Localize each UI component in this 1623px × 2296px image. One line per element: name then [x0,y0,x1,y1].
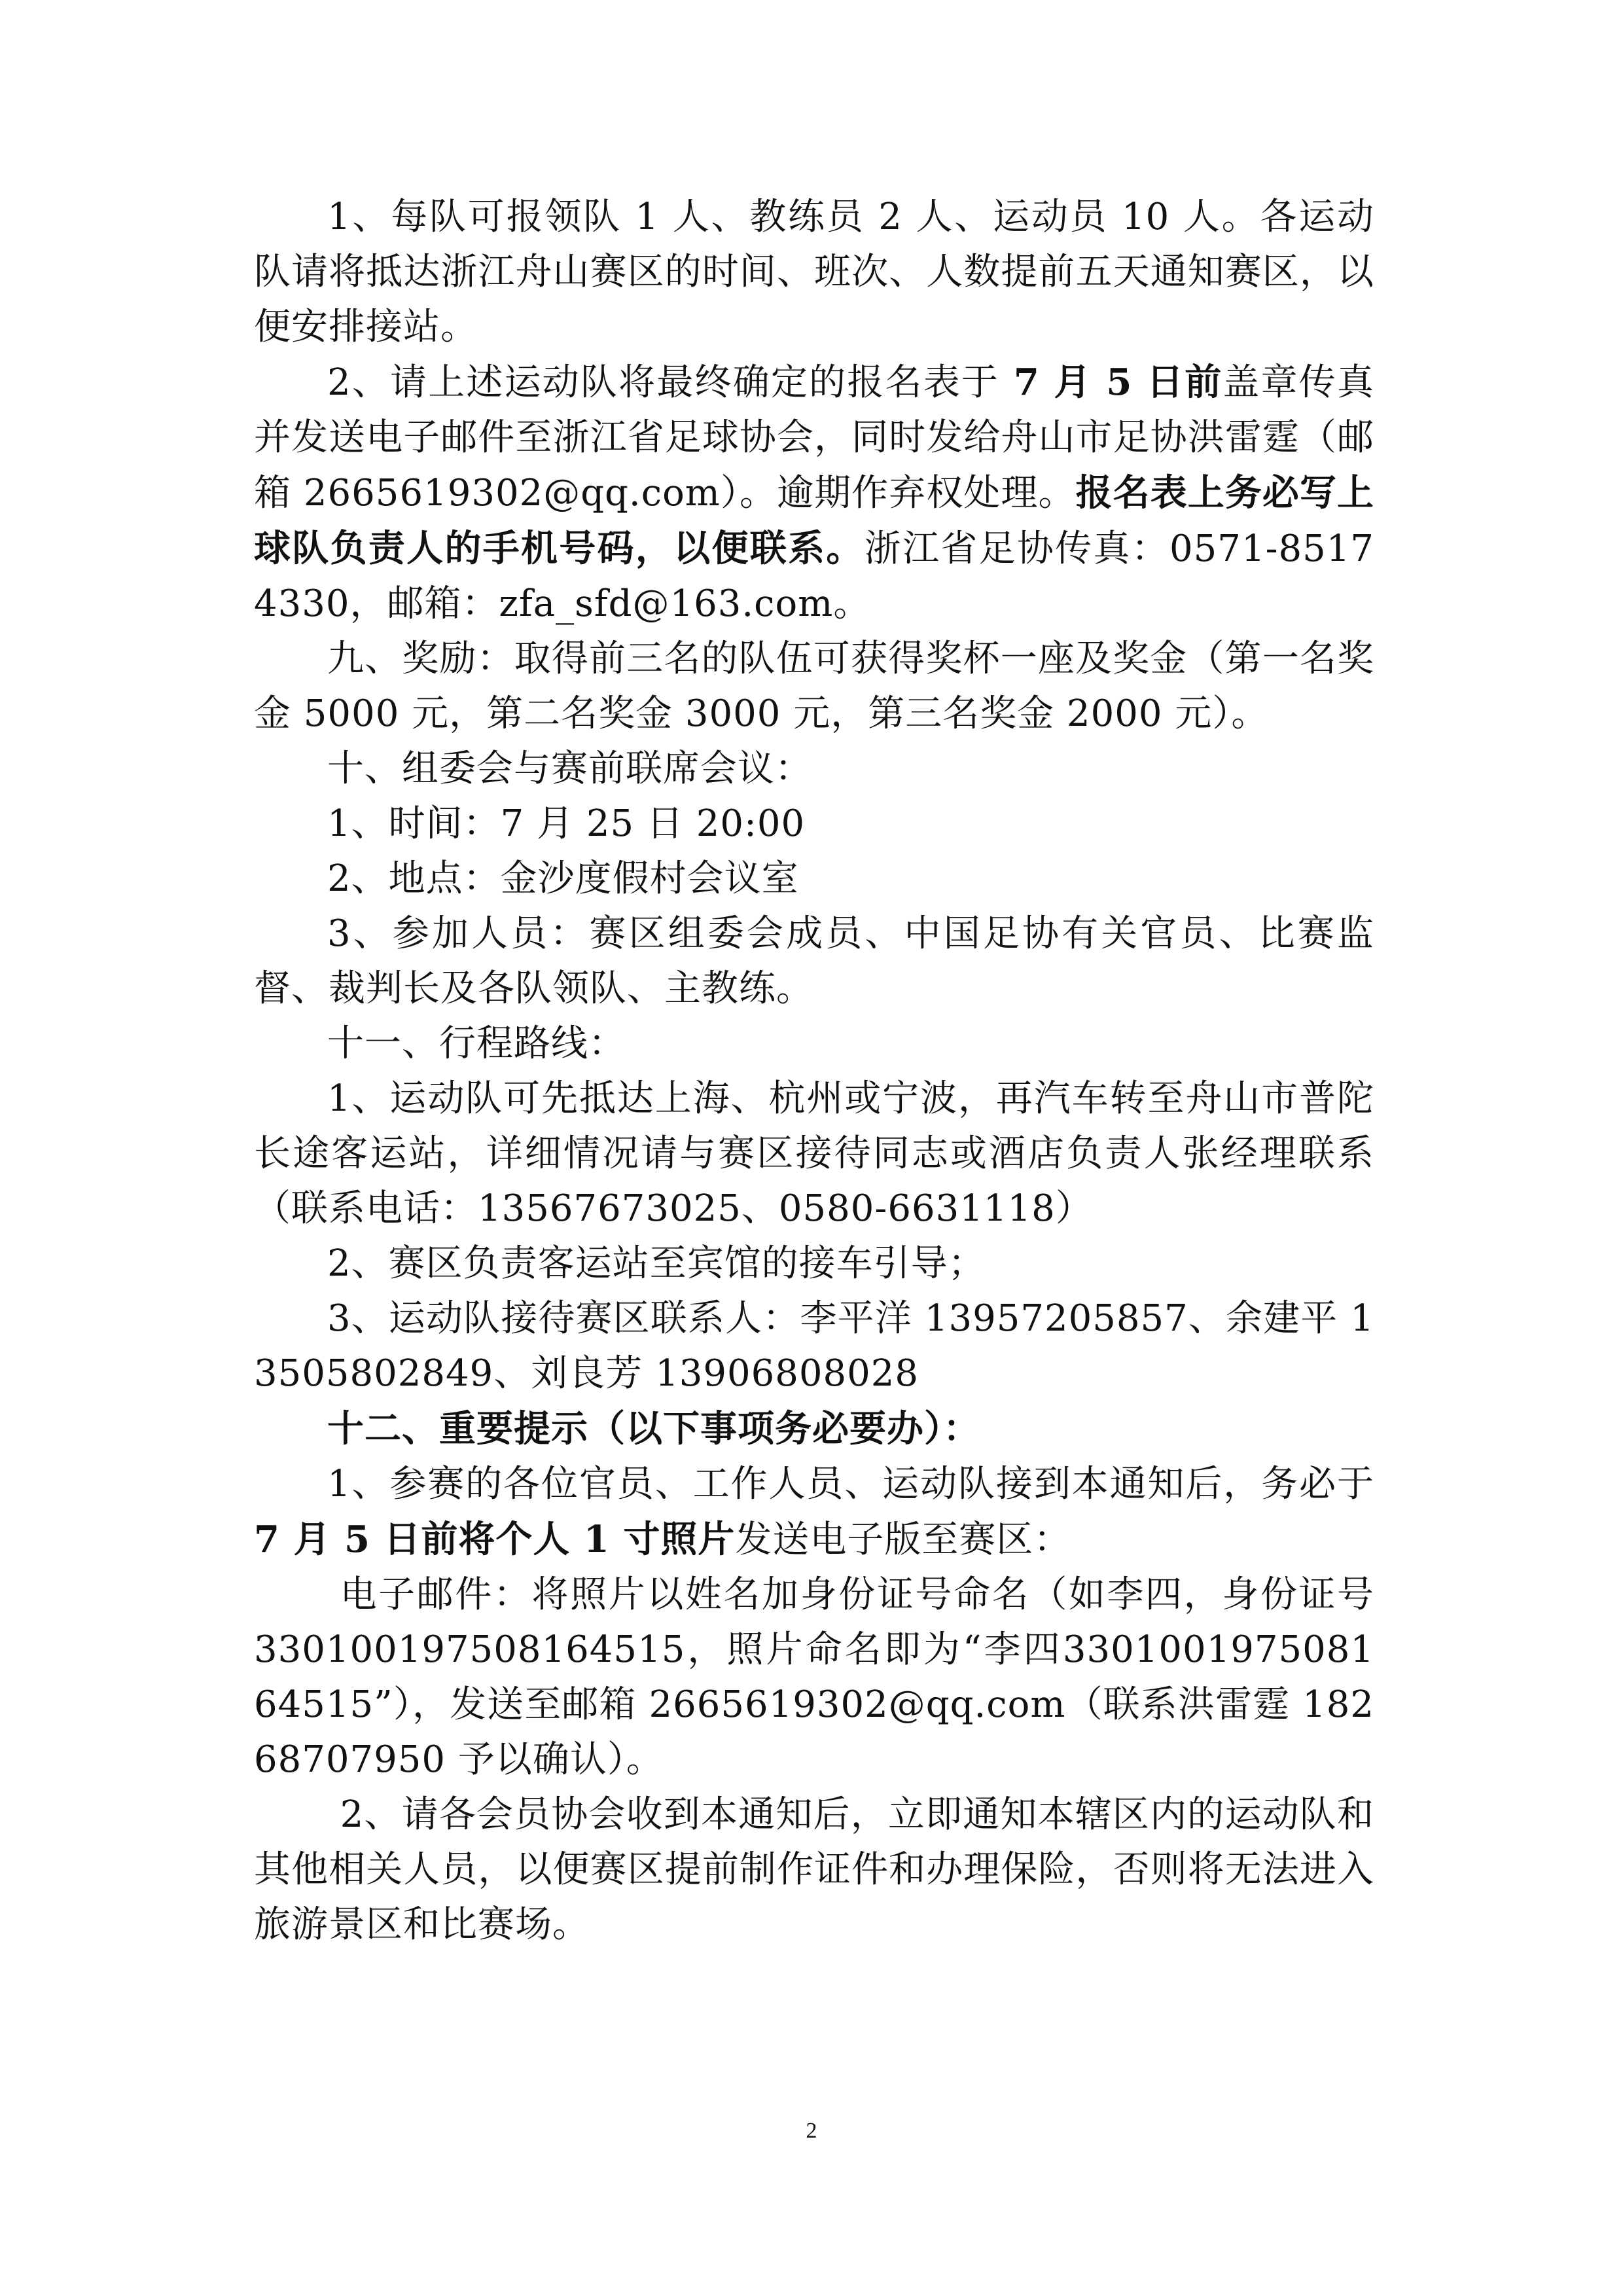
paragraph-route-transfer [254,1236,1374,1291]
paragraph-meeting-location [254,852,1374,906]
paragraph-route-contacts [254,1291,1374,1401]
paragraph-meeting-time [254,797,1374,852]
text-run: 1、参赛的各位官员、工作人员、运动队接到本通知后，务必于 [327,1463,1374,1505]
paragraph-route-arrival [254,1071,1374,1236]
text-run: 2、地点：金沙度假村会议室 [327,857,799,900]
text-run: 浙江省足协传真：0571-85174330，邮箱：zfa_sfd@163.com。 [254,528,1375,625]
paragraph-awards [254,632,1374,742]
text-run: 3、参加人员：赛区组委会成员、中国足协有关官员、比赛监督、裁判长及各队领队、主教练。 [254,912,1374,1010]
text-run: 3、运动队接待赛区联系人：李平洋 13957205857、余建平 13505802849、刘良芳 13906808028 [254,1297,1374,1395]
text-run: 2、请各会员协会收到本通知后，立即通知本辖区内的运动队和其他相关人员，以便赛区提前制作证件和办理保险，否则将无法进入旅游景区和比赛场。 [254,1793,1374,1946]
text-run: 2、赛区负责客运站至宾馆的接车引导； [327,1242,986,1285]
paragraph-email-instructions [254,1568,1374,1787]
heading-travel-route [254,1016,1374,1071]
text-run: 九、奖励：取得前三名的队伍可获得奖杯一座及奖金（第一名奖金 5000 元，第二名奖金 3000 元，第三名奖金 2000 元）。 [254,637,1374,735]
page-number: 2 [806,2119,817,2143]
text-run: 发送电子版至赛区： [735,1518,1071,1561]
bold-deadline-text: 7 月 5 日前 [999,361,1223,404]
bold-heading-text: 十二、重要提示（以下事项务必要办）： [327,1407,980,1450]
paragraph-meeting-participants [254,906,1374,1016]
paragraph-team-registration-quota [254,190,1374,355]
heading-important-notice [254,1401,1374,1457]
text-run: 十一、行程路线： [327,1022,626,1065]
text-run: 1、时间：7 月 25 日 20:00 [327,802,806,845]
text-run: 十、组委会与赛前联席会议： [327,747,812,790]
text-run: 1、运动队可先抵达上海、杭州或宁波，再汽车转至舟山市普陀长途客运站，详细情况请与赛区接待同志或酒店负责人张经理联系（联系电话：13567673025、0580-6631118） [254,1077,1374,1230]
paragraph-member-association-notice [254,1787,1374,1952]
text-run: 1、每队可报领队 1 人、教练员 2 人、运动员 10 人。各运动队请将抵达浙江舟山赛区的时间、班次、人数提前五天通知赛区，以便安排接站。 [254,196,1374,348]
paragraph-registration-form-submission [254,355,1374,632]
heading-organizing-committee-meeting [254,742,1374,797]
body-text [254,190,1374,1952]
bold-notice-text: 报名表上务必写上球队负责人的手机号码，以便联系。 [254,471,1375,570]
paragraph-photo-submission [254,1457,1374,1568]
text-run: 盖章传真并发送电子邮件至浙江省足球协会，同时发给舟山市足协洪雷霆（邮箱 2665619302@qq.com）。逾期作弃权处理。 [254,361,1374,514]
text-run: 2、请上述运动队将最终确定的报名表于 [327,361,1000,404]
bold-photo-deadline-text: 7 月 5 日前将个人 1 寸照片 [254,1518,736,1561]
text-run: 电子邮件：将照片以姓名加身份证号命名（如李四，身份证号 330100197508164515，照片命名即为“李四330100197508164515”），发送至邮箱 2665619302@qq.com（联系洪雷霆 18268707950 予以确认）。 [254,1573,1374,1781]
